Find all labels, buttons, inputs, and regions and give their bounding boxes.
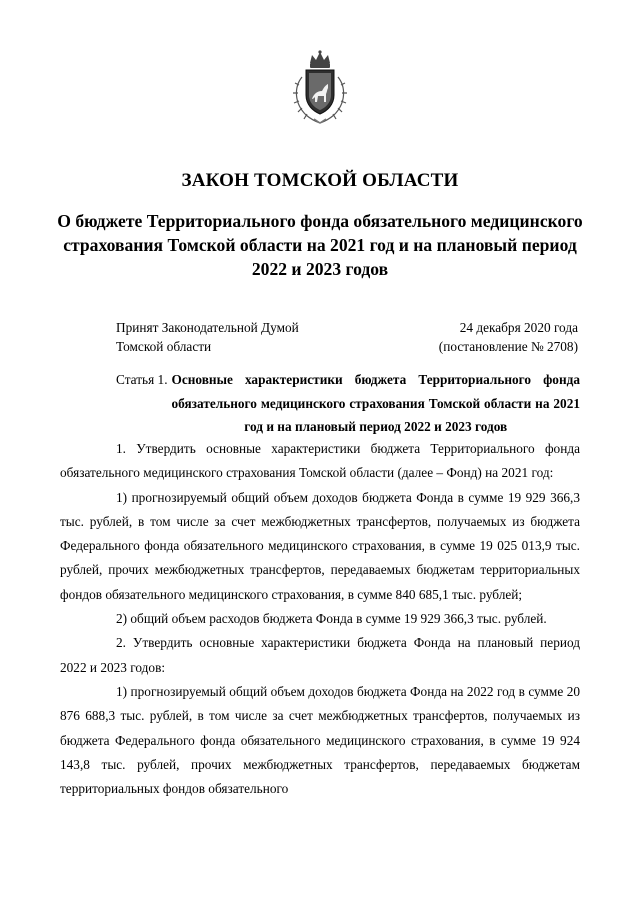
article-body (60, 437, 580, 801)
paragraph: 1. Утвердить основные характеристики бюджета Территориального фонда обязательного медицинского страхования Томской области (далее – Фонд) на 2021 год: (60, 441, 580, 481)
document-subtitle: О бюджете Территориального фонда обязательного медицинского страхования Томской области на 2021 год и на плановый период 2022 и 2023 годов (57, 211, 583, 279)
document-title: ЗАКОН ТОМСКОЙ ОБЛАСТИ (181, 170, 459, 191)
paragraph: 1) прогнозируемый общий объем доходов бюджета Фонда в сумме 19 929 366,3 тыс. рублей, в том числе за счет межбюджетных трансфертов, получаемых из бюджета Федерального фонда обязательного медицинского страхования, в сумме 19 025 013,9 тыс. рублей, прочих межбюджетных трансфертов, передаваемых бюджетам территориальных фондов обязательного медицинского страхования, в сумме 840 685,1 тыс. рублей; (60, 489, 580, 602)
paragraph: 2) общий объем расходов бюджета Фонда в сумме 19 929 366,3 тыс. рублей. (116, 611, 547, 627)
article-1-heading (116, 368, 580, 439)
adopted-by (116, 318, 299, 356)
paragraph: 1) прогнозируемый общий объем доходов бюджета Фонда на 2022 год в сумме 20 876 688,3 тыс. рублей, в том числе за счет межбюджетных трансфертов, получаемых из бюджета Федерального фонда обязательного медицинского страхования, в сумме 19 924 143,8 тыс. рублей, прочих межбюджетных трансфертов, передаваемых бюджетам территориальных фондов обязательного (60, 683, 580, 797)
adopted-by-line1: Принят Законодательной Думой (116, 320, 299, 335)
adopted-date (439, 318, 578, 356)
article-title: Основные характеристики бюджета Территориального фонда обязательного медицинского страхования Томской области на 2021 год и на плановый период 2022 и 2023 годов (171, 372, 580, 434)
article-number: Статья 1. (116, 372, 168, 387)
paragraph: 2. Утвердить основные характеристики бюджета Фонда на плановый период 2022 и 2023 годов: (60, 635, 580, 675)
adoption-date: 24 декабря 2020 года (459, 320, 578, 335)
resolution-number: (постановление № 2708) (438, 339, 578, 354)
coat-of-arms-icon (288, 49, 352, 125)
adopted-by-line2: Томской области (116, 339, 212, 354)
